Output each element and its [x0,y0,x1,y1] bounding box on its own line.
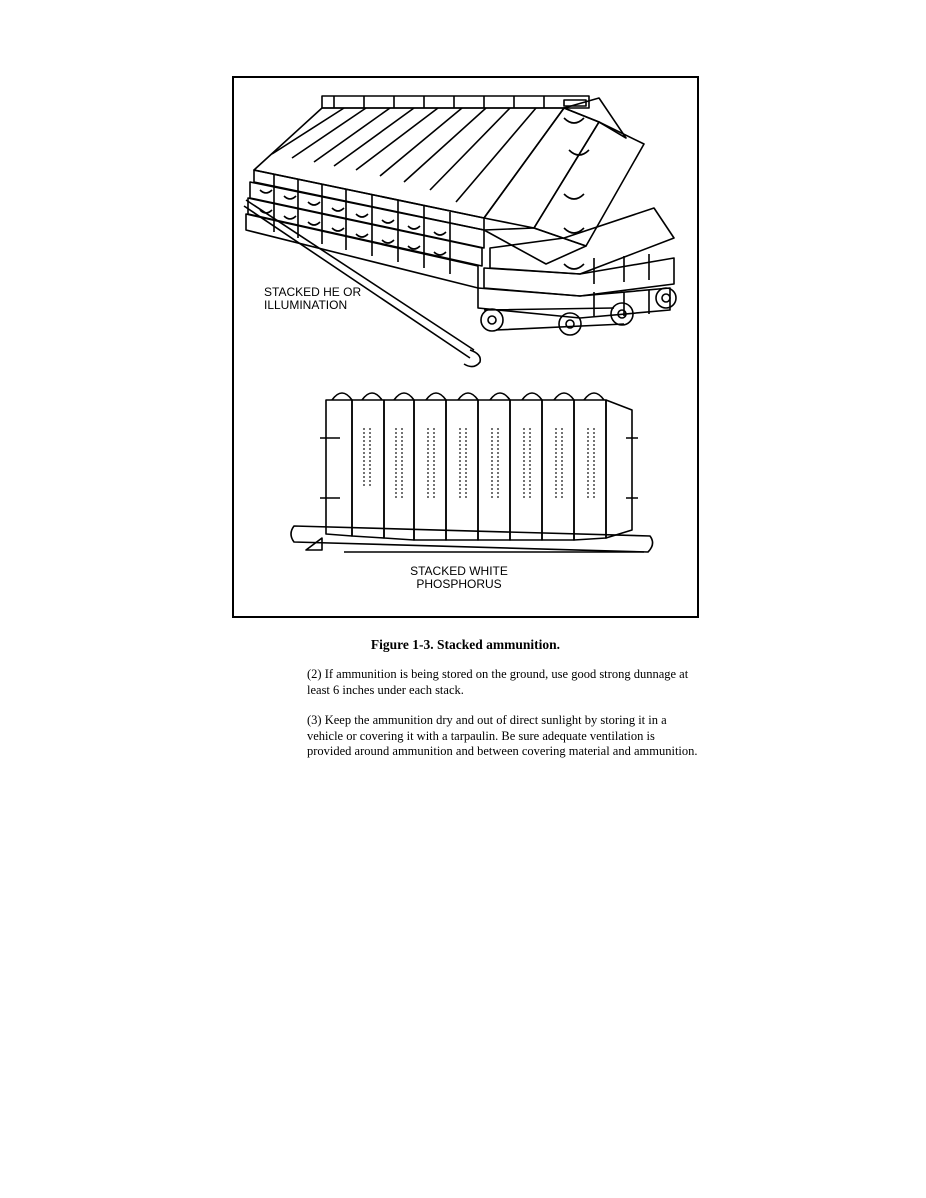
label-he-line-1: STACKED HE OR [264,285,362,299]
he-stack-layers [246,108,564,288]
label-stacked-wp [404,565,514,591]
wp-crates [320,393,638,540]
paragraph-2: (2) If ammunition is being stored on the ground, use good strong dunnage at least 6 inches under each stack. [307,667,689,697]
label-he-line-2: ILLUMINATION [264,298,348,312]
stacked-ammunition-illustration [234,78,697,616]
figure-frame [232,76,699,618]
label-wp-line-1: STACKED WHITE [410,564,508,578]
wp-crate-markings [364,428,594,498]
label-stacked-he [264,286,361,312]
he-dunnage-rails [244,200,480,367]
paragraph-3: (3) Keep the ammunition dry and out of direct sunlight by storing it in a vehicle or covering it with a tarpaulin. Be sure adequate ventilation is provided around ammunition and between covering material and ammunition. [307,713,698,758]
he-stack-top [322,96,589,108]
he-stack-end-crates [478,98,674,318]
label-wp-line-2: PHOSPHORUS [416,577,502,591]
figure-caption: Figure 1-3. Stacked ammunition. [370,637,561,652]
